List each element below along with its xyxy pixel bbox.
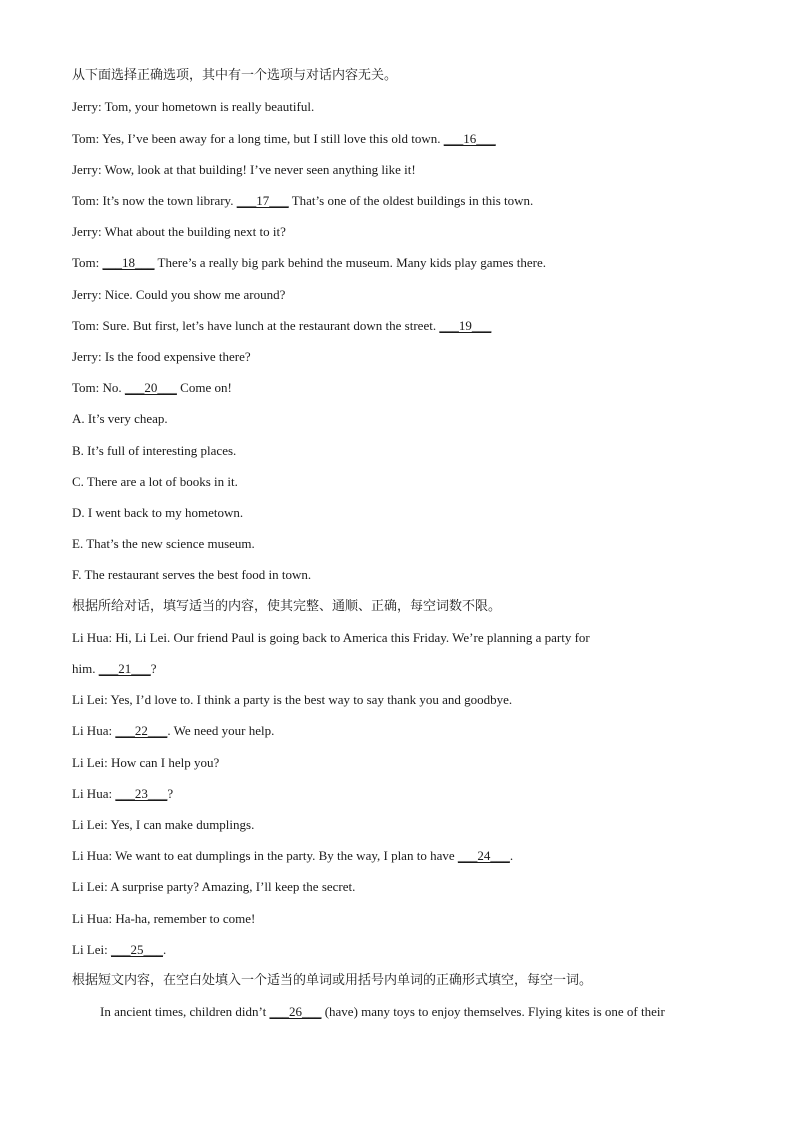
option-f: F. The restaurant serves the best food in town.: [72, 567, 312, 582]
section3-instruction: 根据短文内容，在空白处填入一个适当的单词或用括号内单词的正确形式填空，每空一词。: [72, 973, 593, 988]
blank-21: ___21___: [98, 661, 151, 676]
dialogue-line: him. ___21___?: [72, 661, 157, 676]
passage-paragraph: In ancient times, children didn’t ___26___ (have) many toys to enjoy themselves. Flying kites is one of their: [100, 1004, 665, 1019]
blank-22: ___22___: [115, 723, 168, 738]
blank-23: ___23___: [115, 786, 168, 801]
dialogue-line: Jerry: Tom, your hometown is really beautiful.: [72, 99, 315, 114]
dialogue-line: Tom: No. ___20___ Come on!: [72, 380, 232, 395]
dialogue-line: Tom: It’s now the town library. ___17___ That’s one of the oldest buildings in this town.: [72, 193, 534, 208]
blank-26: ___26___: [269, 1004, 322, 1019]
dialogue-line: Jerry: Wow, look at that building! I’ve never seen anything like it!: [72, 162, 416, 177]
blank-25: ___25___: [111, 942, 163, 957]
dialogue-line: Tom: Sure. But first, let’s have lunch at the restaurant down the street. ___19___: [72, 318, 492, 333]
dialogue-line: Tom: ___18___ There’s a really big park behind the museum. Many kids play games there.: [72, 255, 546, 270]
dialogue-line: Li Hua: Ha-ha, remember to come!: [72, 911, 256, 926]
blank-17: ___17___: [236, 193, 289, 208]
blank-19: ___19___: [439, 318, 492, 333]
dialogue-line: Jerry: What about the building next to it?: [72, 224, 286, 239]
section1-instruction: 从下面选择正确选项，其中有一个选项与对话内容无关。: [72, 68, 398, 83]
blank-24: ___24___: [457, 848, 510, 863]
dialogue-line: Li Hua: ___22___. We need your help.: [72, 723, 275, 738]
blank-20: ___20___: [124, 380, 177, 395]
option-b: B. It’s full of interesting places.: [72, 443, 237, 458]
section2-instruction: 根据所给对话，填写适当的内容，使其完整、通顺、正确，每空词数不限。: [72, 599, 502, 614]
dialogue-line: Li Lei: Yes, I’d love to. I think a party is the best way to say thank you and goodbye.: [72, 692, 513, 707]
dialogue-line: Tom: Yes, I’ve been away for a long time, but I still love this old town. ___16___: [72, 131, 496, 146]
dialogue-line: Jerry: Nice. Could you show me around?: [72, 287, 286, 302]
option-c: C. There are a lot of books in it.: [72, 474, 238, 489]
dialogue-line: Li Lei: A surprise party? Amazing, I’ll keep the secret.: [72, 879, 356, 894]
dialogue-line: Li Lei: ___25___.: [72, 942, 167, 957]
option-e: E. That’s the new science museum.: [72, 536, 255, 551]
blank-18: ___18___: [102, 255, 155, 270]
dialogue-line: Li Lei: Yes, I can make dumplings.: [72, 817, 255, 832]
dialogue-line: Li Lei: How can I help you?: [72, 755, 220, 770]
dialogue-line: Li Hua: We want to eat dumplings in the party. By the way, I plan to have ___24___.: [72, 848, 514, 863]
dialogue-line: Li Hua: Hi, Li Lei. Our friend Paul is going back to America this Friday. We’re planning a party for: [72, 630, 590, 645]
blank-16: ___16___: [443, 131, 496, 146]
option-a: A. It’s very cheap.: [72, 411, 168, 426]
option-d: D. I went back to my hometown.: [72, 505, 244, 520]
dialogue-line: Li Hua: ___23___?: [72, 786, 174, 801]
dialogue-line: Jerry: Is the food expensive there?: [72, 349, 251, 364]
